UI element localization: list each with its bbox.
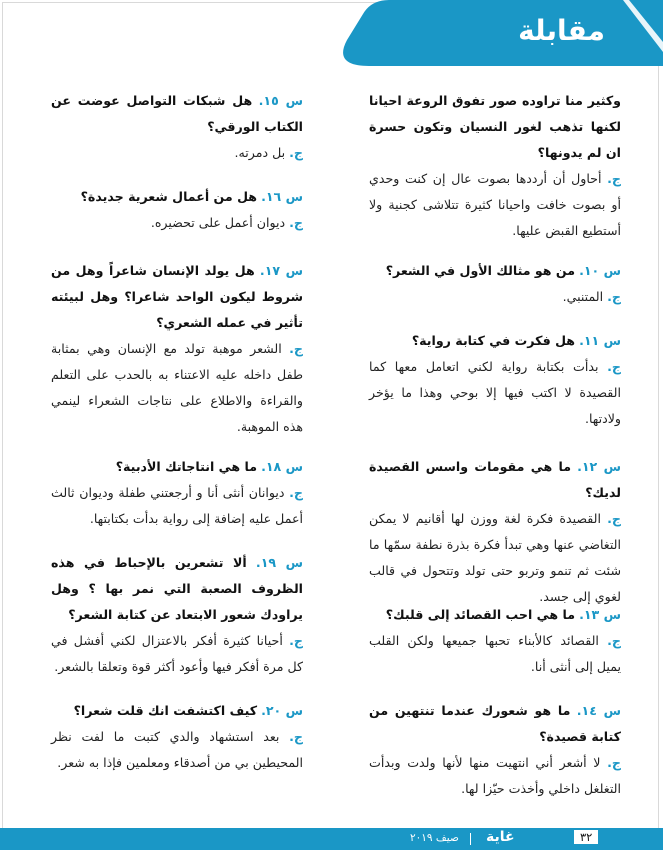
section-header (323, 0, 663, 70)
footer-divider (470, 833, 471, 845)
question-number: س ١٢. (577, 459, 621, 474)
answer-label: ج. (607, 755, 621, 770)
issue-date: صيف ٢٠١٩ (410, 832, 459, 844)
question-number: س ١٦. (261, 189, 303, 204)
question-text: ما هي انتاجاتك الأدبية؟ (115, 459, 258, 474)
answer-label: ج. (289, 485, 303, 500)
answer-label: ج. (289, 633, 303, 648)
answer-text: بل دمرته. (234, 145, 286, 160)
answer-text: ديوان أعمل على تحضيره. (150, 215, 286, 230)
answer-label: ج. (607, 289, 621, 304)
answer-text: المتنبي. (562, 289, 604, 304)
answer-label: ج. (289, 215, 303, 230)
question-number: س ١٣. (579, 607, 621, 622)
qa-20 (51, 698, 303, 776)
answer-label: ج. (289, 729, 303, 744)
question-number: س ١٠. (579, 263, 621, 278)
qa-intro (369, 88, 621, 244)
question-text: ما هو شعورك عندما تنتهين من كتابة قصيدة؟ (369, 703, 621, 744)
answer-label: ج. (607, 633, 621, 648)
question-number: س ١٧. (259, 263, 303, 278)
question-text: كيف اكتشفت انك قلت شعرا؟ (73, 703, 258, 718)
question-number: س ١٤. (576, 703, 621, 718)
qa-11 (369, 328, 621, 432)
answer-text: ديوانان أنثى أنا و أرجعتني طفلة وديوان ثالث أعمل عليه إضافة إلى رواية بدأت بكتابتها. (51, 485, 303, 526)
question-number: س ١١. (579, 333, 621, 348)
qa-17 (51, 258, 303, 440)
answer-text: القصيدة فكرة لغة ووزن لها أقانيم لا يمكن التغاضي عنها وهي تبدأ فكرة بذرة نطفة سمّها ما شئت ثم تنمو وتربو حتى تولد وتتحول في قالب لغوي إلى جسد. (369, 511, 621, 604)
qa-13 (369, 602, 621, 680)
header-banner-shape (323, 0, 663, 70)
qa-18 (51, 454, 303, 532)
question-number: س ٢٠. (261, 703, 303, 718)
qa-14 (369, 698, 621, 802)
question-text: هل شبكات التواصل عوضت عن الكتاب الورقي؟ (51, 93, 303, 134)
answer-text: بعد استشهاد والدي كتبت ما لفت نظر المحيطين بي من أصدقاء ومعلمين فإذا به شعر. (51, 729, 303, 770)
question-text: ما هي احب القصائد إلى قلبك؟ (385, 607, 576, 622)
answer-text: أحيانا كثيرة أفكر بالاعتزال لكني أفشل في كل مرة أفكر فيها وأعود أكثر قوة وتعلقا بالشعر. (51, 633, 303, 674)
answer-text: أحاول أن أرددها بصوت عال إن كنت وحدي أو بصوت خافت واحيانا كثيرة تتلاشى كجنية ولا أستطيع القبض عليها. (369, 171, 621, 238)
answer-text: الشعر موهبة تولد مع الإنسان وهي بمثابة طفل داخله عليه الاعتناء به بالحدب على التعلم والقراءة والاطلاع على نتاجات الشعراء لينمي هذه الموهبة. (51, 341, 303, 434)
question-text: ما هي مقومات واسس القصيدة لديك؟ (369, 459, 621, 500)
question-text: من هو مثالك الأول في الشعر؟ (385, 263, 576, 278)
answer-label: ج. (289, 341, 303, 356)
answer-label: ج. (289, 145, 303, 160)
question-number: س ١٨. (261, 459, 303, 474)
qa-12 (369, 454, 621, 610)
question-number: س ١٥. (258, 93, 303, 108)
qa-10 (369, 258, 621, 310)
qa-15 (51, 88, 303, 166)
magazine-logo: غاية (486, 829, 515, 845)
qa-19 (51, 550, 303, 680)
answer-label: ج. (607, 171, 621, 186)
question-text: هل يولد الإنسان شاعراً وهل من شروط ليكون الواحد شاعرا؟ وهل لبيئته تأثير في عمله الشعري؟ (51, 263, 303, 330)
question-text: هل من أعمال شعرية جديدة؟ (80, 189, 258, 204)
footer-bar (0, 828, 663, 850)
page-number: ٣٢ (574, 830, 598, 844)
qa-16 (51, 184, 303, 236)
question-text: ألا تشعرين بالإحباط في هذه الظروف الصعبة التي نمر بها ؟ وهل يراودك شعور الابتعاد عن كتابة الشعر؟ (51, 555, 303, 622)
answer-text: القصائد كالأبناء تحبها جميعها ولكن القلب يميل إلى أنثى أنا. (369, 633, 621, 674)
answer-text: لا أشعر أني انتهيت منها لأنها ولدت وبدأت التغلغل داخلي وأخذت حيّزا لها. (369, 755, 621, 796)
section-title: مقابلة (518, 14, 605, 47)
answer-label: ج. (607, 511, 621, 526)
answer-label: ج. (607, 359, 621, 374)
answer-text: بدأت بكتابة رواية لكني اتعامل معها كما القصيدة لا اكتب فيها إلا بوحي وهذا ما يؤخر ولادتها. (369, 359, 621, 426)
question-text: وكثير منا تراوده صور تفوق الروعة احيانا لكنها تذهب لغور النسيان وتكون حسرة ان لم يدونها؟ (369, 93, 621, 160)
question-text: هل فكرت في كتابة رواية؟ (411, 333, 576, 348)
question-number: س ١٩. (255, 555, 303, 570)
